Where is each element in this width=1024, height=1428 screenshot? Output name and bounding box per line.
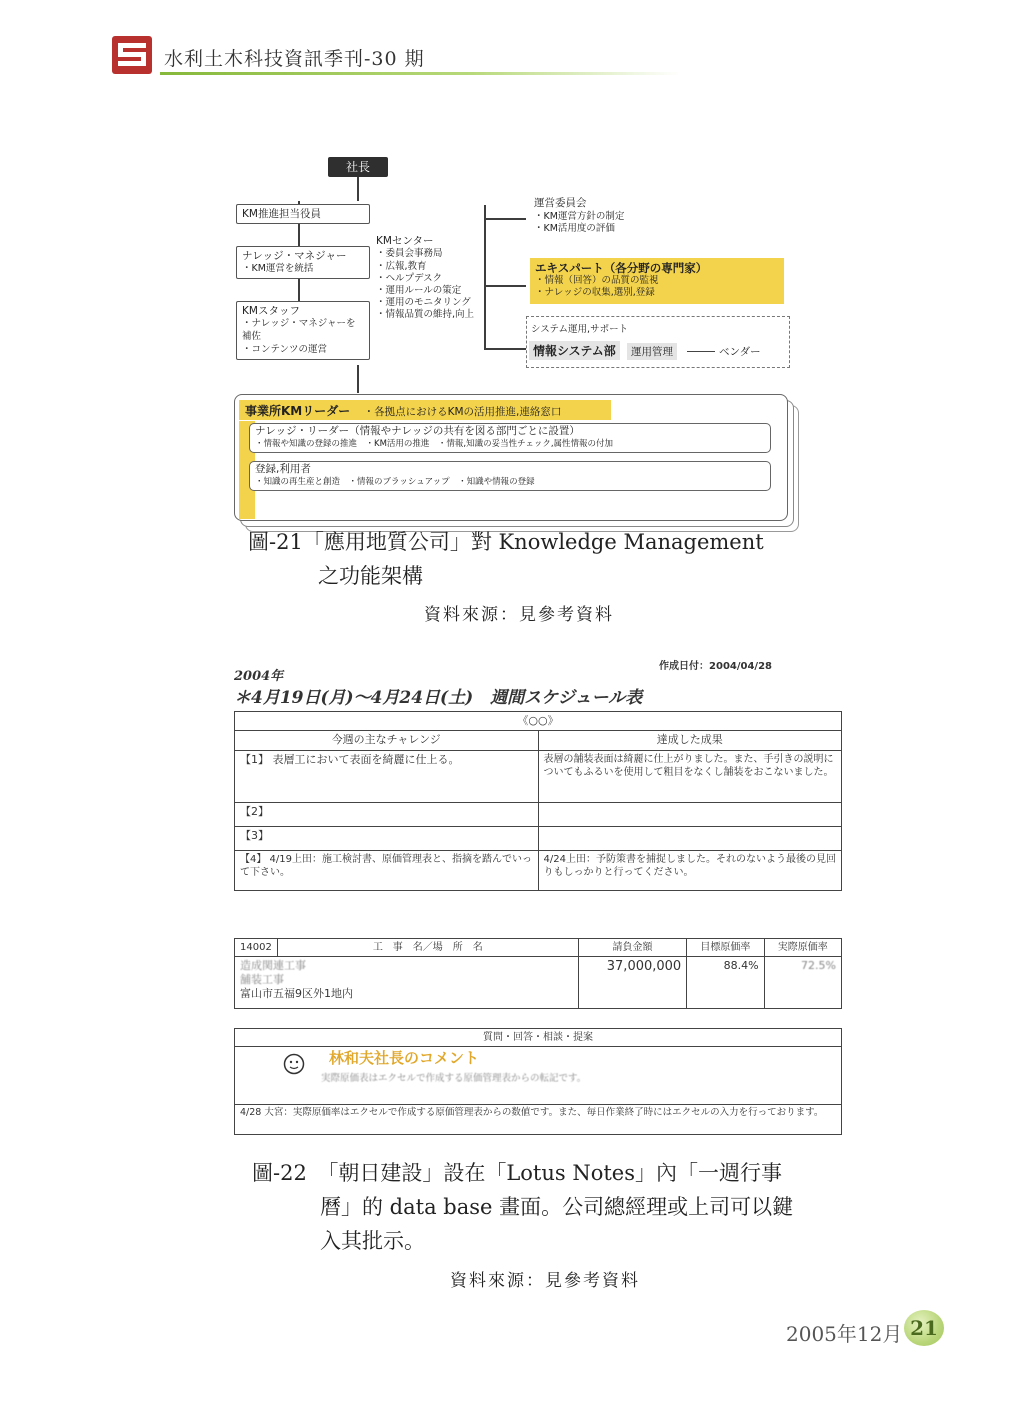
journal-logo-icon [112, 36, 152, 74]
project-table: 14002 工 事 名／場 所 名 請負金額 目標原価率 実際原価率 造成関連工事 舗装工事 富山市五福9区外1地内 37,000,000 88.4% 72.5% [234, 938, 842, 1009]
president-face-icon [283, 1053, 305, 1075]
challenge-table: 《○○》 今週の主なチャレンジ 達成した成果 【1】 表層工において表面を綺麗に仕上る。 表層の舗装表面は綺麗に仕上がりました。また、手引きの説明についてもふるいを使用して粗目をなくし舗装をおこないました。 【2】 【3】 【4】 4/19上田：施工検討書、原価管理表と、指摘を踏んでいって下さい。 4/24上田：予防策書を捕捉しました。それのないよう最後の見回りもしっかりと行ってください。 [234, 711, 842, 891]
system-support-box: システム運用,サポート 情報システム部 運用管理 ベンダー [526, 316, 790, 368]
figure21-source: 資料來源：見參考資料 [424, 605, 614, 625]
km-officer-box: KM推進担当役員 [236, 204, 370, 224]
comment-table: 質問・回答・相談・提案 林和夫社長のコメント 実際原価表はエクセルで作成する原価管理表からの転記です。 4/28 大宮：実際原価率はエクセルで作成する原価管理表からの数値です。また、毎日作業終了時にはエクセルの入力を行っております。 [234, 1028, 842, 1135]
figure22-source: 資料來源：見參考資料 [450, 1271, 640, 1291]
president-box: 社長 [328, 157, 388, 177]
knowledge-manager-box: ナレッジ・マネジャー ・KM運営を統括 [236, 246, 370, 279]
created-date: 作成日付：2004/04/28 [659, 661, 772, 672]
table-row: 【1】 表層工において表面を綺麗に仕上る。 [235, 750, 539, 802]
header-divider [160, 72, 680, 75]
comment-title: 林和夫社長のコメント [329, 1049, 480, 1067]
figure21-caption-line2: 之功能架構 [318, 564, 423, 588]
km-center: KMセンター ・委員会事務局 ・広報,教育 ・ヘルプデスク ・運用ルールの策定 ・運用のモニタリング ・情報品質の維持,向上 [376, 235, 475, 321]
schedule-year: 2004年 [234, 669, 284, 684]
journal-title: 水利土木科技資訊季刊-30 期 [164, 48, 425, 70]
figure21-caption: 圖-21「應用地質公司」對 Knowledge Management [248, 530, 764, 554]
office-km-panel [234, 394, 788, 521]
schedule-title: ＊4月19日(月)～4月24日(土) 週間スケジュール表 [234, 688, 643, 708]
office-leader-bar: 事業所KMリーダー ・各拠点におけるKMの活用推進,連絡窓口 [239, 400, 611, 420]
km-org-chart [232, 155, 792, 525]
user-box: 登録,利用者 ・知識の再生産と創造 ・情報のブラッシュアップ ・知識や情報の登録 [249, 461, 771, 491]
weekly-schedule-screenshot [232, 655, 844, 1155]
issue-date: 2005年12月 [786, 1322, 903, 1346]
expert-box: エキスパート（各分野の専門家） ・情報（回答）の品質の監視 ・ナレッジの収集,選別,登録 [530, 258, 784, 304]
figure22-caption: 圖-22 「朝日建設」設在「Lotus Notes」內「一週行事 曆」的 data base 畫面。公司總經理或上司可以鍵 入其批示。 [252, 1161, 794, 1253]
km-staff-box: KMスタッフ ・ナレッジ・マネジャーを補佐 ・コンテンツの運営 [236, 301, 370, 360]
page-number: 21 [904, 1310, 944, 1346]
committee: 運営委員会 ・KM運営方針の制定 ・KM活用度の評価 [534, 197, 625, 234]
knowledge-leader-box: ナレッジ・リーダー（情報やナレッジの共有を図る部門ごとに設置） ・情報や知識の登録の推進 ・KM活用の推進 ・情報,知識の妥当性チェック,属性情報の付加 [249, 423, 771, 453]
